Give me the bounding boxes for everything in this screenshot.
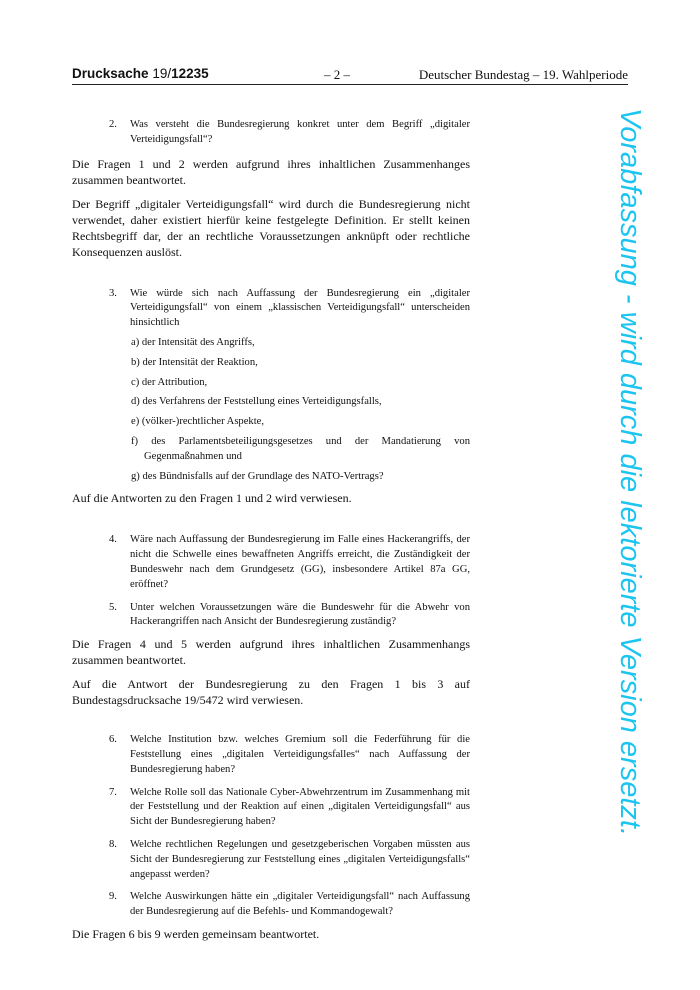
- question-5: 5. Unter welchen Voraussetzungen wäre die Bundeswehr für die Abwehr von Hackerangriffen nach Ansicht der Bundesregierung zuständig?: [109, 601, 470, 628]
- question-3-sub-d: d) des Verfahrens der Feststellung eines Verteidigungsfalls,: [131, 396, 382, 408]
- document-number: Drucksache 19/12235: [72, 66, 209, 81]
- question-3-sub-f: f) des Parlamentsbeteiligungsgesetzes und der Mandatierung von Gegenmaßnahmen und: [131, 435, 470, 462]
- question-3-sub-g: g) des Bündnisfalls auf der Grundlage des NATO-Vertrags?: [131, 470, 384, 482]
- question-3-sub-c: c) der Attribution,: [131, 376, 208, 388]
- question-9: 9. Welche Auswirkungen hätte ein „digitaler Verteidigungsfall“ nach Auffassung der Bundesregierung auf die Befehls- und Kommandogewalt?: [109, 891, 470, 918]
- question-8: 8. Welche rechtlichen Regelungen und gesetzgeberischen Vorgaben müssten aus Sicht der Bundesregierung zur Feststellung eines „digitalen Verteidigungsfalls“ angepasst werden?: [109, 838, 470, 880]
- page-header: [72, 66, 628, 85]
- question-3-sub-b: b) der Intensität der Reaktion,: [131, 356, 258, 368]
- publisher: Deutscher Bundestag – 19. Wahlperiode: [418, 67, 628, 82]
- document-body: [72, 118, 470, 942]
- question-3: 3. Wie würde sich nach Auffassung der Bundesregierung ein „digitaler Verteidigungsfall“ von einem „klassischen Verteidigungsfall“ unterscheiden hinsichtlich: [109, 287, 470, 329]
- draft-watermark: Vorabfassung - wird durch die lektorierte Version ersetzt.: [614, 108, 646, 837]
- answer-1-2-body: Der Begriff „digitaler Verteidigungsfall“ wird durch die Bundesregierung nicht verwendet, daher existiert hierfür keine festgelegte Definition. Er stellt keinen Rechtsbegriff dar, der an rechtliche Voraussetzungen anknüpft oder rechtliche Konsequenzen auslöst.: [72, 196, 470, 259]
- question-3-sub-a: a) der Intensität des Angriffs,: [131, 336, 255, 348]
- question-6: 6. Welche Institution bzw. welches Gremium soll die Federführung für die Feststellung eines „digitalen Verteidigungsfalles“ nach Auffassung der Bundesregierung haben?: [109, 734, 470, 775]
- answer-3: Auf die Antworten zu den Fragen 1 und 2 wird verwiesen.: [72, 491, 352, 506]
- question-2: 2. Was versteht die Bundesregierung konkret unter dem Begriff „digitaler Verteidigungsfall“?: [109, 119, 470, 145]
- answer-1-2-intro: Die Fragen 1 und 2 werden aufgrund ihres inhaltlichen Zusammenhanges zusammen beantwortet.: [72, 156, 470, 187]
- page-number: – 2 –: [324, 67, 350, 82]
- answer-6-9: Die Fragen 6 bis 9 werden gemeinsam beantwortet.: [72, 926, 320, 941]
- question-4: 4. Wäre nach Auffassung der Bundesregierung im Falle eines Hackerangriffs, der nicht die Schwelle eines bewaffneten Angriffs erreicht, die Zuständigkeit der Bundeswehr nach dem Grundgesetz (GG), insbesondere Artikel 87a GG, eröffnet?: [109, 534, 470, 590]
- question-7: 7. Welche Rolle soll das Nationale Cyber-Abwehrzentrum im Zusammenhang mit der Feststellung und der Reaktion auf einen „digitalen Verteidigungsfall“ aus Sicht der Bundesregierung haben?: [109, 786, 470, 828]
- question-3-sub-e: e) (völker-)rechtlicher Aspekte,: [131, 416, 265, 428]
- answer-4-5-body: Auf die Antwort der Bundesregierung zu den Fragen 1 bis 3 auf Bundestagsdrucksache 19/5472 wird verwiesen.: [72, 677, 470, 708]
- answer-4-5-intro: Die Fragen 4 und 5 werden aufgrund ihres inhaltlichen Zusammenhangs zusammen beantwortet.: [72, 637, 470, 668]
